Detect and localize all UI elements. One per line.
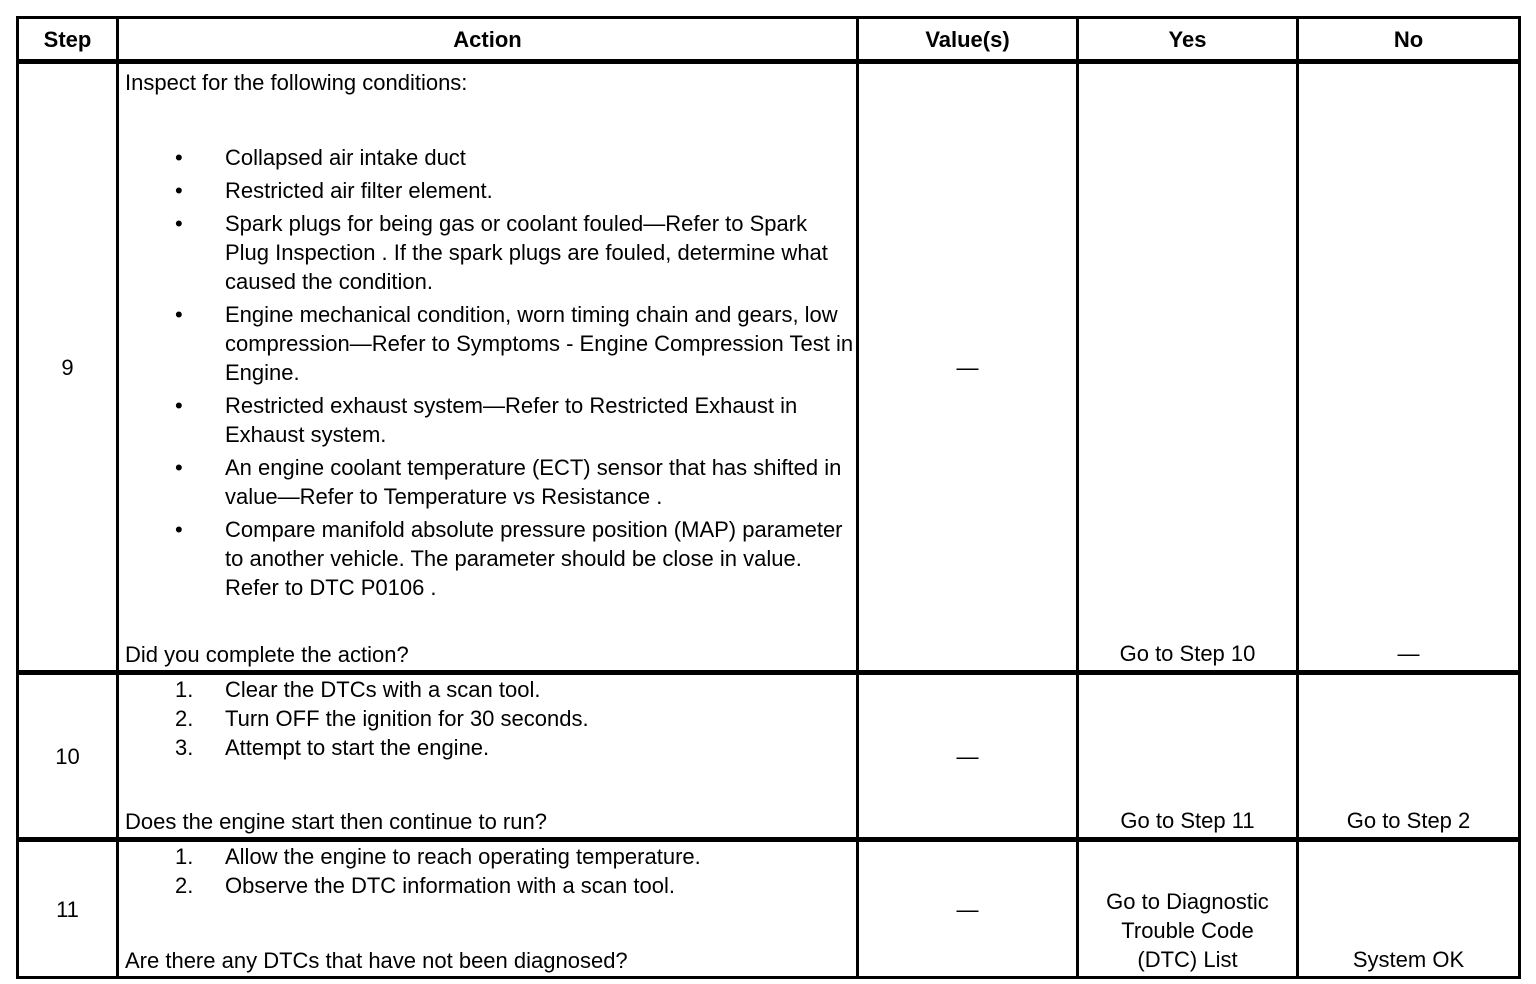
step-number: 9: [18, 62, 118, 673]
yes-link[interactable]: Go to Step 11: [1120, 808, 1255, 833]
header-action: Action: [118, 18, 858, 62]
header-step: Step: [18, 18, 118, 62]
list-item: • An engine coolant temperature (ECT) sensor that has shifted in value—Refer to Temperature vs Resistance .: [175, 455, 842, 509]
action-cell: [118, 673, 858, 840]
bullet-icon: •: [175, 455, 183, 480]
bullet-icon: •: [175, 145, 183, 170]
bullet-icon: •: [175, 393, 183, 418]
no-cell: [1298, 673, 1520, 840]
header-yes: Yes: [1078, 18, 1298, 62]
header-no: No: [1298, 18, 1520, 62]
bullet-icon: •: [175, 302, 183, 327]
bullet-icon: •: [175, 211, 183, 236]
procedure-list: [125, 675, 856, 762]
list-item: • Compare manifold absolute pressure position (MAP) parameter to another vehicle. The parameter should be close in value. Refer to DTC P0106 .: [175, 517, 843, 600]
value-cell: —: [858, 62, 1078, 673]
no-value: System OK: [1352, 947, 1465, 972]
action-question: Did you complete the action?: [125, 642, 409, 667]
yes-link[interactable]: Go to Step 10: [1119, 641, 1256, 666]
no-link[interactable]: Go to Step 2: [1346, 808, 1471, 833]
no-value: —: [1397, 641, 1420, 666]
list-item: • Collapsed air intake duct: [175, 145, 466, 170]
table-row-step-10: [18, 673, 1520, 840]
step-number: 11: [18, 840, 118, 978]
value-cell: —: [858, 673, 1078, 840]
list-item: 2. Turn OFF the ignition for 30 seconds.: [175, 706, 589, 731]
table-row-step-9: [18, 62, 1520, 673]
procedure-list: [125, 842, 856, 900]
action-intro: Inspect for the following conditions:: [125, 70, 468, 95]
action-cell: [118, 840, 858, 978]
list-item: • Engine mechanical condition, worn timing chain and gears, low compression—Refer to Symptoms - Engine Compression Test in Engine.: [175, 302, 854, 385]
header-row: [18, 18, 1520, 62]
no-cell: [1298, 840, 1520, 978]
list-item: • Restricted exhaust system—Refer to Restricted Exhaust in Exhaust system.: [175, 393, 798, 447]
list-item: • Restricted air filter element.: [175, 178, 493, 203]
list-item: 2. Observe the DTC information with a scan tool.: [175, 873, 675, 898]
bullet-icon: •: [175, 517, 183, 542]
bullet-icon: •: [175, 178, 183, 203]
yes-cell: [1078, 673, 1298, 840]
list-item: 1. Clear the DTCs with a scan tool.: [175, 677, 541, 702]
yes-cell: [1078, 62, 1298, 673]
condition-list: [125, 143, 856, 602]
step-number: 10: [18, 673, 118, 840]
yes-cell: [1078, 840, 1298, 978]
yes-link[interactable]: Go to Diagnostic Trouble Code (DTC) List: [1106, 889, 1269, 972]
header-values: Value(s): [858, 18, 1078, 62]
value-cell: —: [858, 840, 1078, 978]
table-row-step-11: [18, 840, 1520, 978]
no-cell: [1298, 62, 1520, 673]
diagnostic-table: [16, 16, 1521, 979]
list-item: 3. Attempt to start the engine.: [175, 735, 490, 760]
action-cell: [118, 62, 858, 673]
list-item: 1. Allow the engine to reach operating temperature.: [175, 844, 701, 869]
list-item: • Spark plugs for being gas or coolant fouled—Refer to Spark Plug Inspection . If the spark plugs are fouled, determine what caused the condition.: [175, 211, 828, 294]
action-question: Are there any DTCs that have not been diagnosed?: [125, 948, 628, 973]
action-question: Does the engine start then continue to run?: [125, 809, 547, 834]
